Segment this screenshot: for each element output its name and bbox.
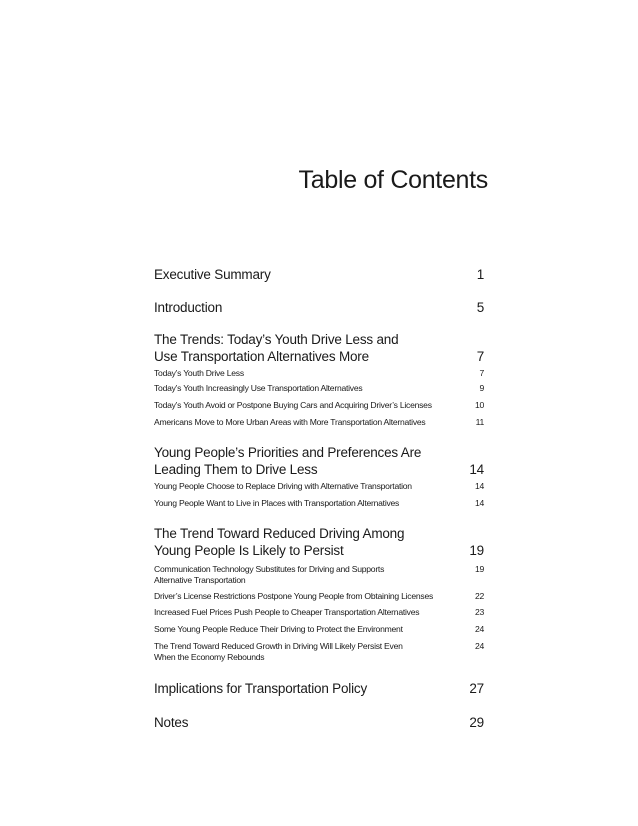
toc-entry-introduction[interactable] — [154, 299, 484, 316]
toc-entry-title: Executive Summary — [154, 267, 271, 282]
toc-subentry[interactable] — [154, 383, 484, 394]
toc-entry-page-number: 1 — [476, 267, 484, 282]
toc-subentry-page-number: 24 — [474, 624, 484, 634]
toc-subentry[interactable] — [154, 591, 484, 602]
toc-entry-page-number: 5 — [476, 300, 484, 315]
toc-entry-page-number: 19 — [469, 543, 484, 558]
toc-subentry[interactable] — [154, 607, 484, 618]
toc-subentry[interactable] — [154, 498, 484, 509]
toc-subentry-title: Driver’s License Restrictions Postpone Young People from Obtaining Licenses — [154, 591, 434, 601]
toc-subentry[interactable] — [154, 368, 484, 379]
toc-subentry-page-number: 23 — [474, 607, 484, 617]
toc-entry-title: Young People’s Priorities and Preferences Are Leading Them to Drive Less — [154, 445, 422, 477]
toc-entry-notes[interactable] — [154, 714, 484, 731]
toc-entry-priorities[interactable] — [154, 444, 484, 478]
toc-entry-title: Introduction — [154, 300, 223, 315]
toc-subentry[interactable] — [154, 641, 484, 663]
page-title: Table of Contents — [298, 166, 488, 194]
toc-subentry[interactable] — [154, 481, 484, 492]
toc-entry-page-number: 7 — [476, 349, 484, 364]
toc-subentry-page-number: 11 — [475, 417, 484, 427]
toc-subentry-page-number: 24 — [474, 641, 484, 651]
toc-entry-executive-summary[interactable] — [154, 266, 484, 283]
toc-subentry-title: Americans Move to More Urban Areas with More Transportation Alternatives — [154, 417, 426, 427]
toc-subentry[interactable] — [154, 400, 484, 411]
toc-subentry-page-number: 22 — [474, 591, 484, 601]
toc-entry-title: The Trend Toward Reduced Driving Among Young People Is Likely to Persist — [154, 526, 405, 558]
toc-subentry-title: Some Young People Reduce Their Driving to Protect the Environment — [154, 624, 403, 634]
toc-subentry-title: Young People Want to Live in Places with Transportation Alternatives — [154, 498, 400, 508]
toc-subentry-title: Today’s Youth Drive Less — [154, 368, 244, 378]
toc-subentry-page-number: 7 — [479, 368, 484, 378]
toc-subentry-title: The Trend Toward Reduced Growth in Driving Will Likely Persist Even When the Economy Rebounds — [154, 641, 403, 662]
toc-entry-page-number: 14 — [469, 462, 484, 477]
toc-subentry-title: Young People Choose to Replace Driving with Alternative Transportation — [154, 481, 412, 491]
toc-subentry[interactable] — [154, 417, 484, 428]
toc-subentry-page-number: 10 — [474, 400, 484, 410]
toc-subentry-page-number: 9 — [479, 383, 484, 393]
toc-subentry-title: Communication Technology Substitutes for Driving and Supports Alternative Transportation — [154, 564, 385, 585]
toc-subentry-title: Increased Fuel Prices Push People to Cheaper Transportation Alternatives — [154, 607, 420, 617]
toc-subentry-page-number: 19 — [474, 564, 484, 574]
toc-entry-page-number: 29 — [469, 715, 484, 730]
toc-subentry-title: Today’s Youth Increasingly Use Transportation Alternatives — [154, 383, 363, 393]
toc-entry-title: Notes — [154, 715, 189, 730]
toc-entry-title: The Trends: Today’s Youth Drive Less and Use Transportation Alternatives More — [154, 332, 399, 364]
toc-subentry[interactable] — [154, 624, 484, 635]
toc-subentry-title: Today’s Youth Avoid or Postpone Buying Cars and Acquiring Driver’s Licenses — [154, 400, 432, 410]
toc-subentry[interactable] — [154, 564, 484, 586]
toc-subentry-page-number: 14 — [474, 498, 484, 508]
toc-entry-page-number: 27 — [469, 681, 484, 696]
toc-entry-title: Implications for Transportation Policy — [154, 681, 367, 696]
toc-entry-persist[interactable] — [154, 525, 484, 559]
toc-entry-implications[interactable] — [154, 680, 484, 697]
toc-subentry-page-number: 14 — [474, 481, 484, 491]
toc-entry-the-trends[interactable] — [154, 331, 484, 365]
